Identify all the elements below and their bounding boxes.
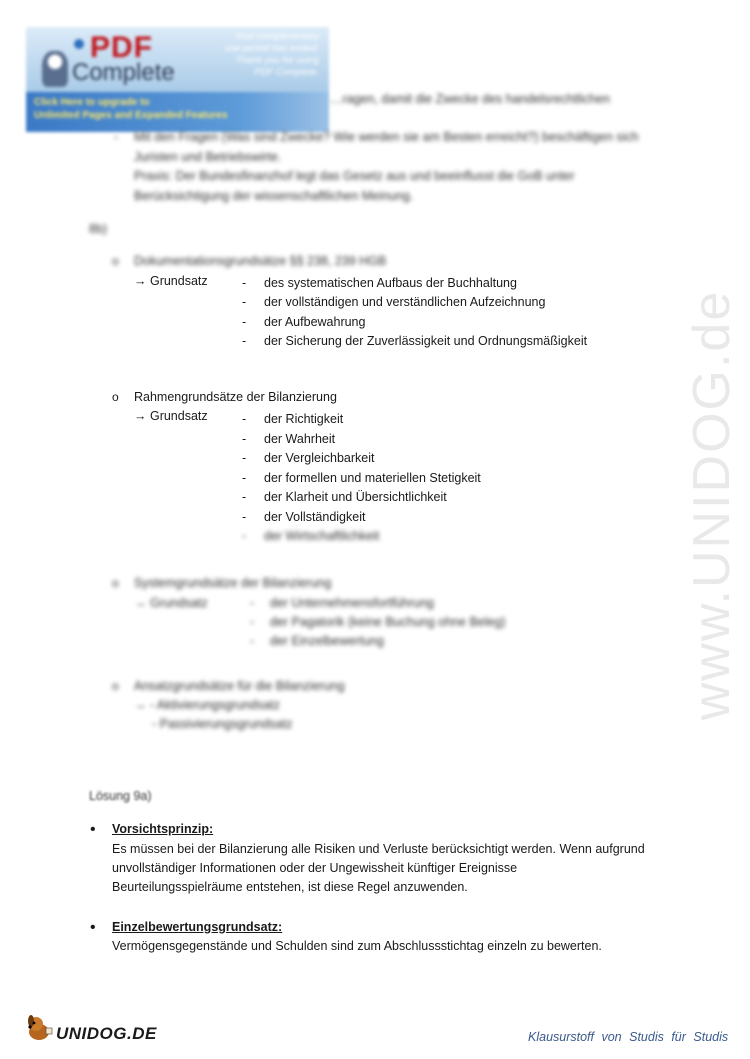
loesung-item-line: Es müssen bei der Bilanzierung alle Risiken und Verluste berücksichtigt werden. Wenn aufgrund (112, 842, 645, 856)
intro-line: Praxis: Der Bundesfinanzhof legt das Gesetz aus und beeinflusst die GoB unter (134, 169, 575, 183)
list-dash: - (242, 315, 247, 329)
dog-logo-icon (24, 1014, 54, 1042)
list-dash: - (242, 451, 247, 465)
banner-upgrade-line[interactable]: Unlimited Pages and Expanded Features (34, 110, 228, 121)
banner-upgrade-line[interactable]: Click Here to upgrade to (34, 97, 150, 108)
list-dash: - (242, 510, 247, 524)
section-heading: Dokumentationsgrundsätze §§ 238, 239 HGB (134, 254, 387, 268)
intro-line: Mit den Fragen (Was sind Zwecke? Wie werden sie am Besten erreicht?) beschäftigen sich (134, 130, 639, 144)
list-dash: - (242, 334, 247, 348)
list-item: der Aufbewahrung (264, 315, 366, 329)
pdf-complete-banner[interactable] (26, 27, 329, 132)
list-dash: - (242, 490, 247, 504)
list-dash: - (242, 412, 247, 426)
pdf-dot-icon (74, 39, 84, 49)
banner-upgrade-link[interactable] (34, 96, 227, 122)
footer-tagline: Klausurstoff von Studis für Studis (528, 1030, 729, 1044)
list-bullet: o (112, 390, 119, 404)
list-item: der Pagatorik (keine Buchung ohne Beleg) (270, 615, 506, 629)
pdf-logo-icon (42, 51, 68, 87)
loesung-item-line: Beurteilungsspielräume entstehen, ist diese Regel anzuwenden. (112, 880, 468, 894)
bullet-disc: • (90, 919, 96, 936)
section-heading: Rahmengrundsätze der Bilanzierung (134, 390, 337, 404)
banner-message-line: Thank you for using (235, 55, 319, 66)
list-dash: - (250, 615, 255, 629)
list-bullet: o (112, 576, 119, 590)
loesung-item-line: unvollständiger Informationen oder der Ungewissheit künftiger Ereignisse (112, 861, 518, 875)
list-item: der Einzelbewertung (270, 634, 384, 648)
watermark: www.UNIDOG.de (683, 289, 741, 721)
list-item: der Wahrheit (264, 432, 336, 446)
list-dash: - (250, 596, 255, 610)
banner-message (204, 31, 319, 79)
list-dash: - (242, 529, 247, 543)
list-item: der Klarheit und Übersichtlichkeit (264, 490, 447, 504)
banner-message-line: use period has ended. (224, 43, 319, 54)
list-dash: - (242, 432, 247, 446)
list-item: der Vollständigkeit (264, 510, 366, 524)
list-dash: - (242, 471, 247, 485)
list-dash: - (250, 634, 255, 648)
section-label-8b: 8b) (89, 222, 108, 236)
loesung-item-title: Einzelbewertungsgrundsatz: (112, 920, 283, 934)
arrow-label: → Grundsatz (134, 409, 208, 423)
list-item: der Richtigkeit (264, 412, 344, 426)
list-item: der Unternehmensfortführung (270, 596, 434, 610)
section-heading: Systemgrundsätze der Bilanzierung (134, 576, 332, 590)
list-item: der Vergleichbarkeit (264, 451, 375, 465)
banner-logo-complete: Complete (72, 59, 175, 86)
list-item: der Wirtschaftlichkeit (264, 529, 380, 543)
list-item: der Sicherung der Zuverlässigkeit und Ordnungsmäßigkeit (264, 334, 588, 348)
arrow-label: → Grundsatz (134, 274, 208, 288)
intro-line: Berücksichtigung der wissenschaftlichen Meinung. (134, 189, 414, 203)
arrow-label: → Grundsatz (134, 596, 208, 610)
intro-line: Juristen und Betriebswirte. (134, 150, 282, 164)
intro-line: …ragen, damit die Zwecke des handelsrechtlichen (330, 92, 611, 106)
banner-message-line: PDF Complete. (254, 67, 319, 78)
list-item: des systematischen Aufbaus der Buchhaltung (264, 276, 517, 290)
list-bullet: o (112, 254, 119, 268)
loesung-heading: Lösung 9a) (89, 789, 152, 803)
list-item: der formellen und materiellen Stetigkeit (264, 471, 481, 485)
intro-dash: - (114, 130, 119, 144)
list-item: der vollständigen und verständlichen Aufzeichnung (264, 295, 546, 309)
banner-message-line: Your complimentary (235, 31, 319, 42)
banner-logo-pdf: PDF (90, 31, 153, 64)
list-bullet: o (112, 679, 119, 693)
loesung-item-title: Vorsichtsprinzip: (112, 822, 214, 836)
bullet-disc: • (90, 821, 96, 838)
footer-logo-text: UNIDOG.DE (56, 1024, 157, 1043)
list-dash: - (242, 295, 247, 309)
list-item: → - Aktivierungsgrundsatz (134, 698, 280, 712)
loesung-item-line: Vermögensgegenstände und Schulden sind zum Abschlussstichtag einzeln zu bewerten. (112, 939, 602, 953)
section-heading: Ansatzgrundsätze für die Bilanzierung (134, 679, 345, 693)
list-item: - Passivierungsgrundsatz (152, 717, 293, 731)
list-dash: - (242, 276, 247, 290)
